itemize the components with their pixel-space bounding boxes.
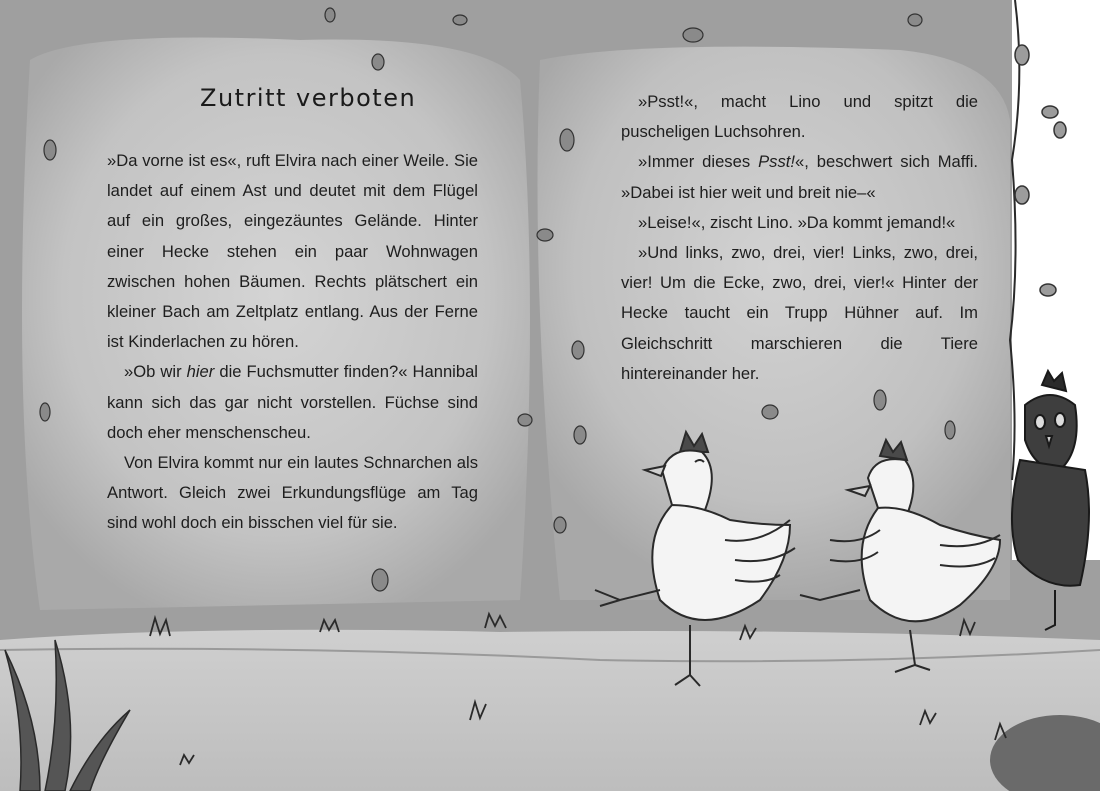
chapter-title: Zutritt verboten: [200, 84, 417, 112]
left-paragraph-2-end: die Fuchsmutter finden?« Hannibal kann sich das gar nicht vorstellen. Füchse sind doch eher menschenscheu.: [107, 362, 478, 442]
left-paragraph-1: »Da vorne ist es«, ruft Elvira nach einer Weile. Sie landet auf einem Ast und deutet mit dem Flügel auf ein großes, eingezäuntes Gelände. Hinter einer Hecke stehen ein paar Wohnwagen zwischen hohen Bäumen. Rechts plätschert ein kleiner Bach am Zeltplatz entlang. Aus der Ferne ist Kinderlachen zu hören.: [107, 151, 478, 352]
hen-1: [595, 432, 795, 686]
hen-dark: [1012, 371, 1089, 630]
right-paragraph-2: [621, 147, 978, 207]
left-paragraph-2-emphasis: hier: [186, 362, 215, 382]
right-paragraph-3: »Leise!«, zischt Lino. »Da kommt jemand!«: [638, 212, 956, 232]
left-paragraph-2-start: »Ob wir: [124, 362, 187, 382]
right-paragraph-4: »Und links, zwo, drei, vier! Links, zwo, drei, vier! Um die Ecke, zwo, drei, vier!« Hinter der Hecke taucht ein Trupp Hühner auf. Im Gleichschritt marschieren die Tiere hintereinander her.: [621, 243, 978, 383]
right-page-text: [621, 87, 978, 389]
left-paragraph-3: Von Elvira kommt nur ein lautes Schnarchen als Antwort. Gleich zwei Erkundungsflüge am Tag sind wohl doch ein bisschen viel für sie.: [107, 453, 478, 533]
hen-2: [800, 440, 1000, 672]
left-paragraph-2: [107, 357, 478, 448]
right-paragraph-1: »Psst!«, macht Lino und spitzt die puscheligen Luchsohren.: [621, 92, 978, 142]
right-paragraph-2-emphasis: Psst!: [758, 152, 795, 172]
right-paragraph-2-end: «, beschwert sich Maffi. »Dabei ist hier weit und breit nie–«: [621, 152, 979, 202]
right-paragraph-2-start: »Immer dieses: [638, 152, 759, 172]
left-page-text: [107, 146, 478, 539]
